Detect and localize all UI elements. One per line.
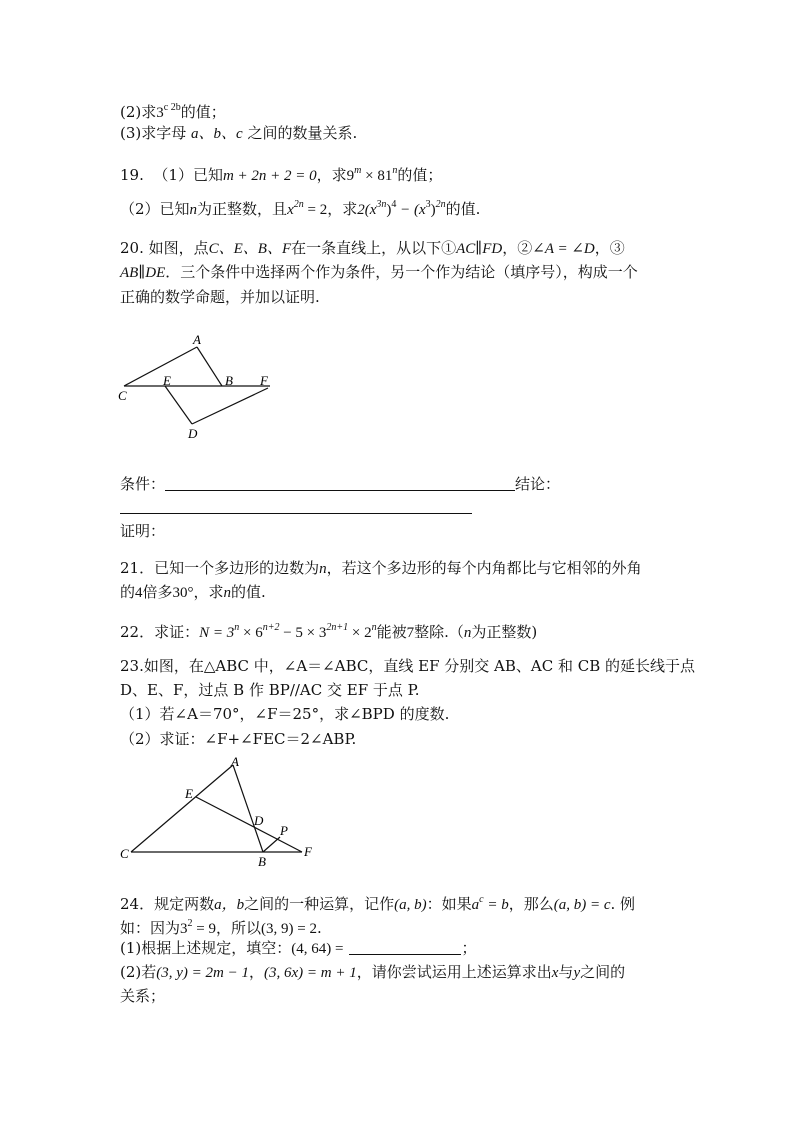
q23-line1: 23.如图，在△ABC 中，∠A＝∠ABC，直线 EF 分别交 AB、AC 和 CB 的延长线于点 xyxy=(120,657,695,675)
label-f: F xyxy=(260,373,268,388)
q20-line2: AB∥DE．三个条件中选择两个作为条件，另一个作为结论（填序号），构成一个 xyxy=(120,263,638,281)
q19-part1: 19. （1）已知m + 2n + 2 = 0，求$9^m \times 81^n$的值； xyxy=(120,165,443,184)
q18-part3: (3)求字母 a、b、c 之间的数量关系. xyxy=(120,124,358,142)
label-b: B xyxy=(225,373,233,388)
q21-line2: 的4倍多30°，求n的值. xyxy=(120,583,266,601)
label-c: C xyxy=(118,388,127,403)
q18-part2: (2)求$3^{c 2b}$的值； xyxy=(120,102,226,121)
q20-line3: 正确的数学命题，并加以证明. xyxy=(120,288,320,306)
label-e: E xyxy=(185,786,193,801)
q24-part2: (2)若(3, y) = 2m − 1，(3, 6x) = m + 1，请你尝试运用上述运算求出x与y之间的 xyxy=(120,963,626,981)
q23-line2: D、E、F，过点 B 作 BP//AC 交 EF 于点 P. xyxy=(120,681,420,699)
segment-bp xyxy=(263,837,280,852)
q20-condition-row: 条件： 结论： xyxy=(120,475,561,493)
label-c: C xyxy=(120,846,129,861)
label-d: D xyxy=(254,813,264,828)
label-b: B xyxy=(258,854,266,869)
q24-line2: 如：因为$3^2 = 9$，所以(3, 9) = 2. xyxy=(120,918,322,937)
label-p: P xyxy=(280,823,288,838)
q24-part1: (1)根据上述规定，填空：(4, 64) = ； xyxy=(120,939,477,957)
segment-ab xyxy=(233,765,263,852)
q21-line1: 21．已知一个多边形的边数为n，若这个多边形的每个内角都比与它相邻的外角 xyxy=(120,559,642,577)
q20-line1: 20. 如图，点C、E、B、F在一条直线上，从以下①AC∥FD，②∠A = ∠D，③ xyxy=(120,239,625,257)
q23-line4: （2）求证：∠F+∠FEC＝2∠ABP. xyxy=(120,730,357,748)
q24-line1: 24．规定两数a，b之间的一种运算，记作(a, b)：如果$a^c = b$，那么(a, b) = c. 例 xyxy=(120,894,636,913)
q22-statement: 22．求证：$N = 3^n \times 6^{n+2} - 5 \times 3^{2n+1} \times 2^n$能被7整除.（n为正整数) xyxy=(120,622,538,641)
q24-part2-line2: 关系； xyxy=(120,987,166,1005)
label-f: F xyxy=(304,844,312,859)
label-e: E xyxy=(163,373,171,388)
q23-line3: （1）若∠A＝70°，∠F＝25°，求∠BPD 的度数. xyxy=(120,705,450,723)
label-a: A xyxy=(193,332,201,347)
answer-blank[interactable] xyxy=(349,940,461,955)
q20-proof-label: 证明： xyxy=(120,522,166,540)
label-a: A xyxy=(231,754,239,769)
label-d: D xyxy=(188,426,198,441)
q19-part2: （2）已知n为正整数，且$x^{2n} = 2$，求$2(x^{3n})^4 - (x^3)^{2n}$的值. xyxy=(120,199,481,218)
